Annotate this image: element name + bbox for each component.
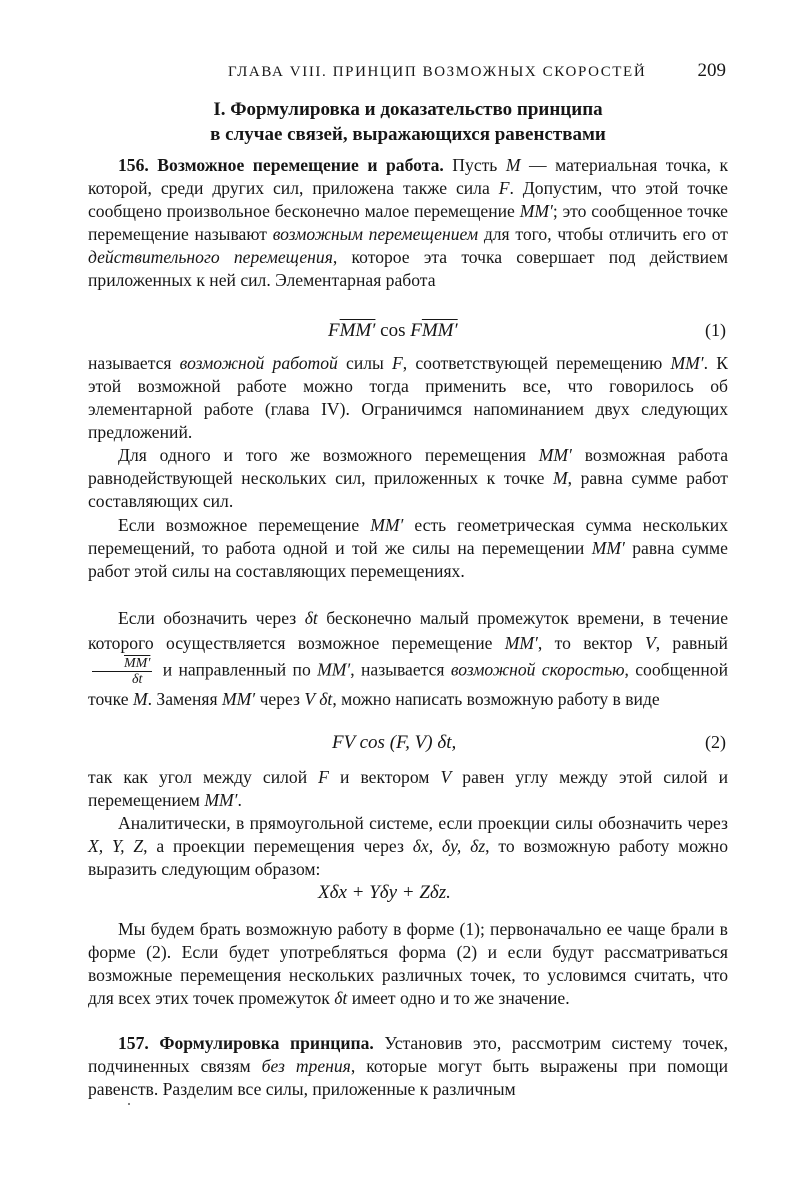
text-run: имеет одно и то же значение. <box>347 988 570 1008</box>
text-run: Для одного и того же возможного перемещения <box>118 445 539 465</box>
math-var: V <box>644 633 656 653</box>
paragraph-heading: 156. Возможное перемещение и работа. <box>118 155 444 175</box>
formula-2 <box>88 732 728 758</box>
emphasis: без трения <box>261 1056 351 1076</box>
text-run: возможная работа равнодействующей нескольких сил, приложенных к точке <box>88 445 729 488</box>
section-title-line-2: в случае связей, выражающихся равенствами <box>210 124 606 145</box>
formula-2-expression: FV cos (F, V) δt, <box>332 732 457 753</box>
text-run: ; это сообщенное точке перемещение называют <box>88 201 728 244</box>
math-var: δt <box>304 608 318 628</box>
running-head <box>88 60 728 86</box>
text-run: . <box>237 790 242 810</box>
fraction-denominator: δt <box>131 672 143 687</box>
paragraph-heading: 157. Формулировка принципа. <box>118 1033 374 1053</box>
math-var: δx, δy, δz <box>412 836 486 856</box>
text-run: , которые могут быть выражены при помощи равенств. Разделим все силы, приложенные к различным <box>88 1056 729 1099</box>
text-run: и вектором <box>328 767 441 787</box>
paragraph-sum <box>88 514 728 583</box>
text-run: Установив это, рассмотрим систему точек, подчиненных связям <box>88 1033 728 1076</box>
text-run: , можно написать возможную работу в виде <box>332 689 660 709</box>
emphasis: возможной работой <box>179 353 338 373</box>
text-run: Аналитически, в прямоугольной системе, если проекции силы обозначить через <box>118 813 728 833</box>
text-run: есть геометрическая сумма нескольких перемещений, то работа одной и той же силы на перемещении <box>88 515 728 558</box>
math-var: X, Y, Z <box>88 836 144 856</box>
paragraph-possible-work <box>88 352 728 444</box>
text-run: , равный <box>655 633 728 653</box>
math-var: F <box>318 767 329 787</box>
math-var: F <box>498 178 510 198</box>
math-var: M <box>132 689 148 709</box>
paragraph-velocity <box>88 606 728 712</box>
math-var: MM′ <box>317 659 351 680</box>
math-var: MM′ <box>504 633 538 653</box>
text-run: . Допустим, что этой точке сообщено произвольное бесконечно малое перемещение <box>88 178 728 221</box>
math-var: MM′ <box>204 790 238 810</box>
text-run: бесконечно малый промежуток времени, в течение которого осуществляется возможное перемещение <box>88 608 729 653</box>
emphasis: возможным перемещением <box>272 224 479 244</box>
paragraph-angle <box>88 766 728 812</box>
page-number: 209 <box>697 60 726 81</box>
math-var: MM′ <box>538 445 572 465</box>
text-run: , называется <box>350 659 451 680</box>
text-run: Мы будем брать возможную работу в форме (1); первоначально ее чаще брали в форме (2). Если будет употребляться форма (2) и если будут рассматриваться возможные перемещения нескольких различных точек, то условимся считать, что для всех этих точек промежуток <box>88 919 728 1008</box>
text-run: и направленный по <box>156 659 318 680</box>
text-run: . Заменяя <box>147 689 222 709</box>
text-run: равен углу между этой силой и перемещением <box>88 767 728 810</box>
text-run: силы <box>337 353 393 373</box>
text-run: равна сумме работ этой силы на составляющих перемещениях. <box>88 538 728 581</box>
text-run: называется <box>88 353 180 373</box>
math-var: V δt <box>304 689 333 709</box>
math-var: MM′ <box>670 353 704 373</box>
text-run: Если возможное перемещение <box>118 515 371 535</box>
paragraph-157 <box>88 1032 728 1101</box>
math-func: cos <box>375 320 411 341</box>
fraction-numerator-text: MM′ <box>124 656 151 671</box>
text-run: , которое эта точка совершает под действием приложенных к ней сил. Элементарная работа <box>88 247 728 290</box>
text-run: , а проекции перемещения через <box>143 836 413 856</box>
text-run: Если обозначить через <box>118 608 305 628</box>
text-run: , то возможную работу можно выразить следующим образом: <box>88 836 729 879</box>
text-run: Пусть <box>443 155 506 175</box>
print-speck <box>128 1103 130 1105</box>
formula-2-number: (2) <box>705 732 726 752</box>
text-run: через <box>255 689 305 709</box>
text-run: так как угол между силой <box>88 767 319 787</box>
text-run: , то вектор <box>537 633 645 653</box>
math-angle: MM′ <box>421 320 458 341</box>
formula-3 <box>88 882 728 908</box>
math-var: V <box>440 767 452 787</box>
math-var: δt <box>334 988 348 1008</box>
text-run: . К этой возможной работе можно тогда применить все, что говорилось об элементарной работе (глава IV). Ограничимся напоминанием двух следующих предложений. <box>88 353 728 442</box>
fraction-numerator <box>92 656 152 672</box>
section-title-line-1: I. Формулировка и доказательство принципа <box>213 99 603 120</box>
formula-1 <box>88 320 728 346</box>
formula-3-expression: Xδx + Yδy + Zδz. <box>318 882 451 903</box>
math-var: F <box>410 320 422 341</box>
math-var: M <box>552 468 568 488</box>
math-var: MM′ <box>370 515 404 535</box>
math-var: MM′ <box>222 689 256 709</box>
emphasis: действительного перемещения <box>88 247 333 267</box>
paragraph-analytic <box>88 812 728 881</box>
math-var: F <box>328 320 340 341</box>
text-run: , соответствующей перемещению <box>402 353 671 373</box>
paragraph-resultant <box>88 444 728 513</box>
formula-1-number: (1) <box>705 320 726 340</box>
paragraph-156 <box>88 154 728 292</box>
math-var: F <box>392 353 403 373</box>
paragraph-forms <box>88 918 728 1010</box>
formula-1-expression <box>328 320 458 342</box>
math-segment: MM′ <box>339 320 376 341</box>
math-var: M <box>505 155 521 175</box>
fraction <box>92 656 152 687</box>
emphasis: возможной скоростью <box>450 659 625 680</box>
text-run: — материальная точка, к которой, среди других сил, приложена также сила <box>88 155 729 198</box>
section-title <box>88 97 728 147</box>
text-run: , сообщенной точке <box>88 659 728 709</box>
math-var: MM′ <box>519 201 553 221</box>
text-run: для того, чтобы отличить его от <box>478 224 728 244</box>
text-run: , равна сумме работ составляющих сил. <box>88 468 728 511</box>
running-title: ГЛАВА VIII. ПРИНЦИП ВОЗМОЖНЫХ СКОРОСТЕЙ <box>228 64 647 80</box>
math-var: MM′ <box>591 538 625 558</box>
